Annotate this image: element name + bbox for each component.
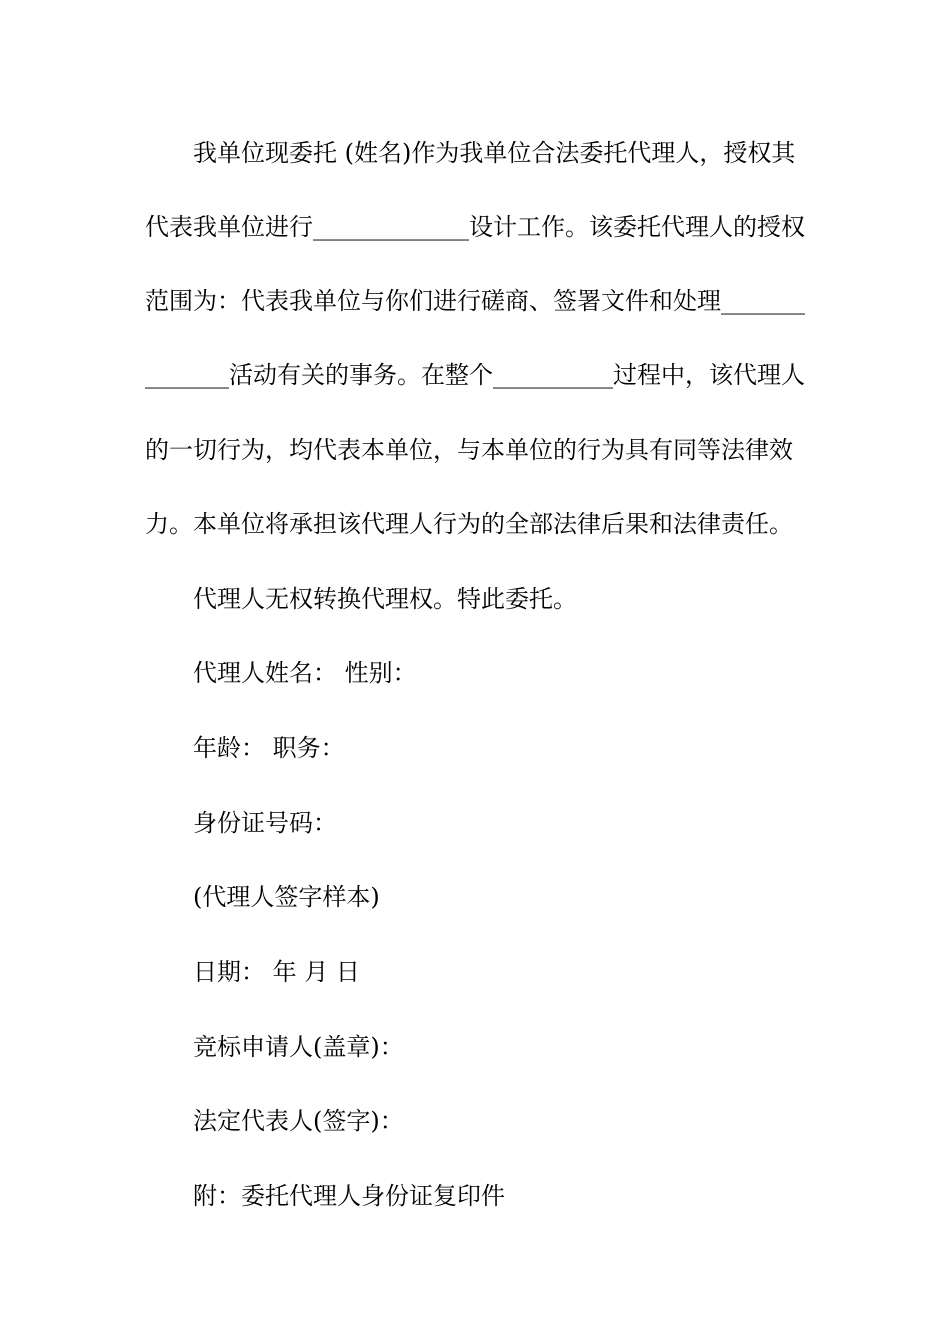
- paragraph1-line3: 范围为：代表我单位与你们进行磋商、签署文件和处理_______: [145, 287, 805, 315]
- paragraph1-line6: 力。本单位将承担该代理人行为的全部法律后果和法律责任。: [145, 510, 793, 538]
- paragraph2: 代理人无权转换代理权。特此委托。: [193, 585, 577, 613]
- paragraph1-line2: 代表我单位进行_____________设计工作。该委托代理人的授权: [145, 213, 805, 241]
- agent-name-gender-field: 代理人姓名： 性别：: [193, 659, 417, 687]
- paragraph1-line5: 的一切行为，均代表本单位，与本单位的行为具有同等法律效: [145, 436, 793, 464]
- date-field: 日期： 年 月 日: [193, 958, 360, 986]
- age-position-field: 年龄： 职务：: [193, 734, 345, 762]
- paragraph1-line4: _______活动有关的事务。在整个__________过程中，该代理人: [145, 361, 805, 389]
- signature-sample-field: (代理人签字样本): [193, 883, 380, 911]
- applicant-seal-field: 竞标申请人(盖章)：: [193, 1033, 404, 1061]
- legal-rep-signature-field: 法定代表人(签字)：: [193, 1107, 404, 1135]
- attachment-note: 附：委托代理人身份证复印件: [193, 1182, 505, 1210]
- paragraph1-line1: 我单位现委托 (姓名)作为我单位合法委托代理人，授权其: [193, 139, 796, 167]
- id-number-field: 身份证号码：: [193, 809, 337, 837]
